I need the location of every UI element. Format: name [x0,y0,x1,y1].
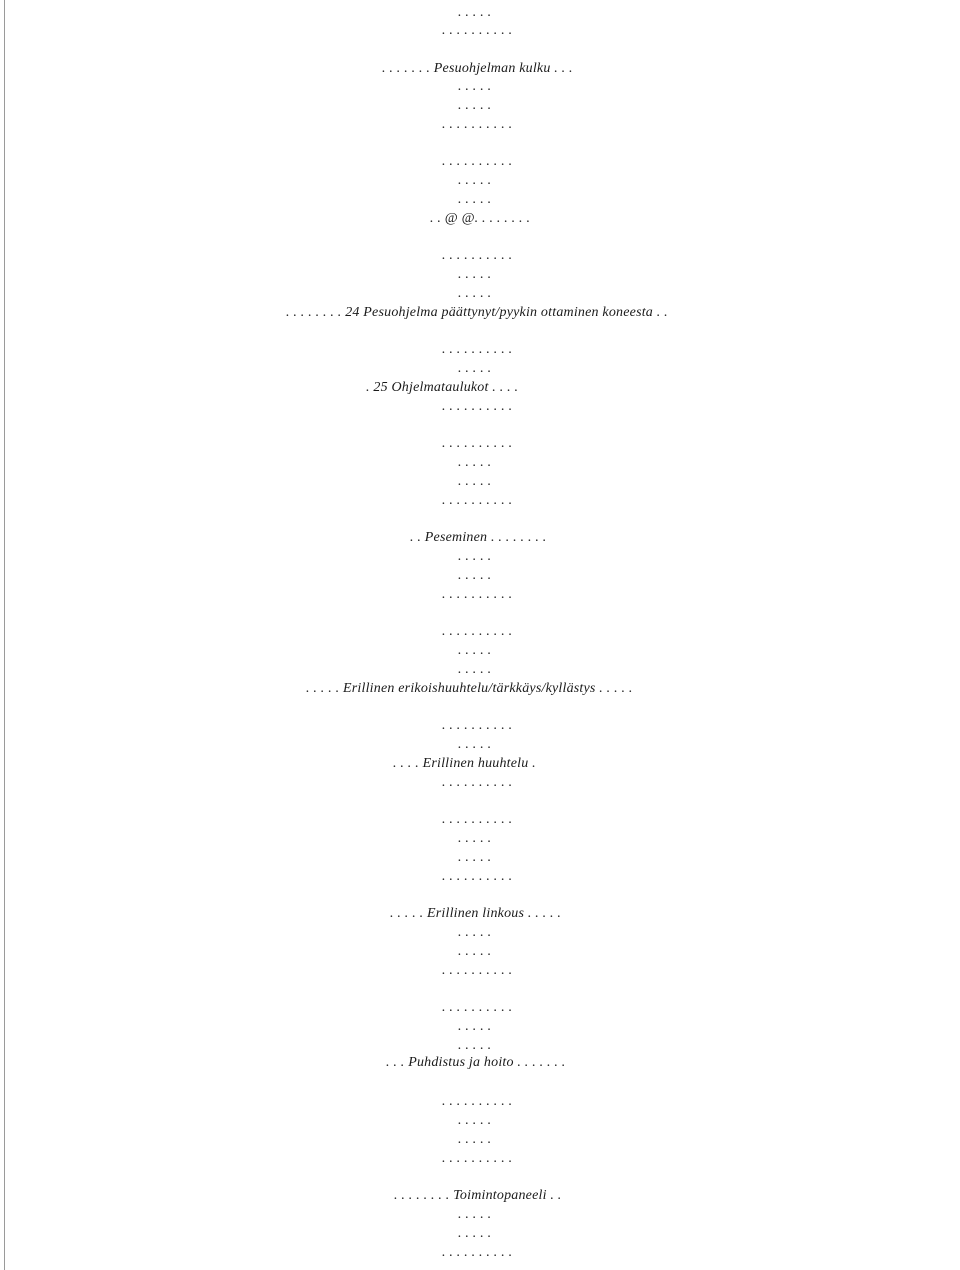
toc-line: . . . . . . . . . . [442,624,513,639]
toc-line: . . . . . . . . . . [442,117,513,132]
toc-entry-ohjelmataulukot[interactable]: . 25 Ohjelmataulukot . . . . [366,380,519,395]
toc-entry-erillinen-linkous[interactable]: . . . . . Erillinen linkous . . . . . [390,906,562,921]
toc-line: . . . . . [458,5,492,20]
toc-entry-peseminen[interactable]: . . Peseminen . . . . . . . . [410,530,547,545]
toc-line: . . . . . [458,455,492,470]
toc-line: . . . . . [458,1132,492,1147]
toc-line: . . . . . . . . . . [442,718,513,733]
toc-entry-placeholder[interactable]: . . @ @. . . . . . . . [430,211,531,226]
toc-line: . . . . . [458,568,492,583]
toc-entry-pesuohjelman-kulku[interactable]: . . . . . . . Pesuohjelman kulku . . . [382,61,573,76]
toc-line: . . . . . [458,79,492,94]
toc-line: . . . . . . . . . . [442,1000,513,1015]
toc-line: . . . . . [458,173,492,188]
toc-line: . . . . . [458,98,492,113]
toc-line: . . . . . [458,474,492,489]
toc-line: . . . . . [458,1207,492,1222]
toc-line: . . . . . [458,267,492,282]
toc-line: . . . . . . . . . . [442,23,513,38]
toc-line: . . . . . [458,831,492,846]
toc-line: . . . . . [458,1226,492,1241]
toc-line: . . . . . . . . . . [442,399,513,414]
toc-line: . . . . . . . . . . [442,248,513,263]
left-page-rule [4,0,5,1270]
toc-line: . . . . . [458,192,492,207]
toc-line: . . . . . . . . . . [442,812,513,827]
toc-entry-erillinen-erikoishuuhtelu[interactable]: . . . . . Erillinen erikoishuuhtelu/tärkkäys/kyllästys . . . . . [306,681,633,696]
toc-line: . . . . . . . . . . [442,1151,513,1166]
toc-line: . . . . . [458,1113,492,1128]
toc-line: . . . . . . . . . . [442,436,513,451]
toc-line: . . . . . . . . . . [442,1094,513,1109]
toc-line: . . . . . [458,1038,492,1053]
toc-line: . . . . . [458,549,492,564]
toc-line: . . . . . . . . . . [442,869,513,884]
toc-line: . . . . . [458,737,492,752]
toc-entry-pesuohjelma-paattynyt[interactable]: . . . . . . . . 24 Pesuohjelma päättynyt/pyykin ottaminen koneesta . . [286,305,668,320]
toc-line: . . . . . [458,662,492,677]
toc-line: . . . . . . . . . . [442,493,513,508]
toc-entry-toimintopaneeli[interactable]: . . . . . . . . Toimintopaneeli . . [394,1188,562,1203]
toc-line: . . . . . . . . . . [442,1245,513,1260]
toc-line: . . . . . . . . . . [442,775,513,790]
toc-line: . . . . . [458,361,492,376]
toc-line: . . . . . [458,944,492,959]
toc-entry-puhdistus-ja-hoito[interactable]: . . . Puhdistus ja hoito . . . . . . . [386,1055,566,1070]
toc-entry-erillinen-huuhtelu[interactable]: . . . . Erillinen huuhtelu . [393,756,536,771]
toc-line: . . . . . [458,1019,492,1034]
toc-line: . . . . . [458,643,492,658]
toc-line: . . . . . . . . . . [442,963,513,978]
toc-line: . . . . . [458,286,492,301]
toc-line: . . . . . [458,850,492,865]
toc-line: . . . . . . . . . . [442,154,513,169]
toc-line: . . . . . [458,925,492,940]
toc-line: . . . . . . . . . . [442,587,513,602]
toc-line: . . . . . . . . . . [442,342,513,357]
